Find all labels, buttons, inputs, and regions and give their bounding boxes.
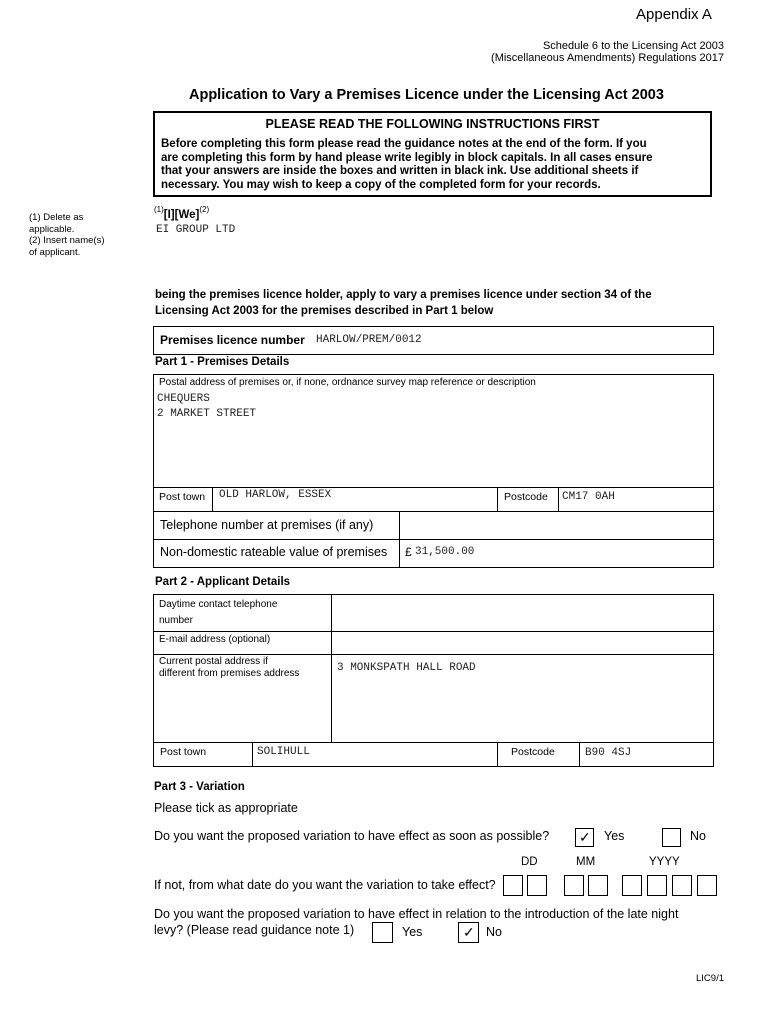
q3-yes-checkbox[interactable] [372,922,393,943]
q1-no-checkbox[interactable] [662,828,681,847]
no-label: No [486,925,502,939]
divider [252,742,253,767]
part1-heading: Part 1 - Premises Details [155,356,290,368]
currency-symbol: £ [405,545,412,559]
divider [331,595,332,742]
tick-mark: ✓ [579,829,591,845]
date-month-digit-1[interactable] [564,875,584,896]
intro-line: Licensing Act 2003 for the premises described in Part 1 below [155,304,494,317]
divider [212,487,213,511]
postcode-label: Postcode [504,491,548,503]
date-year-digit-1[interactable] [622,875,642,896]
divider [497,742,498,767]
part2-heading: Part 2 - Applicant Details [155,576,291,588]
premises-address-label: Postal address of premises or, if none, ordnance survey map reference or description [159,377,536,388]
current-address-label [159,656,299,680]
post-town-label: Post town [159,491,206,503]
address-line: CHEQUERS [157,393,210,405]
side-notes [29,212,105,258]
tick-instruction: Please tick as appropriate [154,801,298,815]
intro-line: being the premises licence holder, apply to vary a premises licence under section 34 of the [155,289,652,301]
premises-post-town-field[interactable]: OLD HARLOW, ESSEX [219,489,332,501]
post-town-label: Post town [160,746,207,758]
appendix-label: Appendix A [636,6,712,23]
instructions-box [153,111,712,197]
form-code: LIC9/1 [696,973,724,984]
yes-label: Yes [604,829,625,843]
no-label: No [690,829,706,843]
i-we-choice: [I][We] [163,209,200,221]
address-line: 2 MARKET STREET [157,408,257,420]
current-address-field[interactable]: 3 MONKSPATH HALL ROAD [337,662,476,674]
postcode-label: Postcode [511,746,555,758]
marker-2: (2) [199,205,210,214]
date-day-digit-2[interactable] [527,875,547,896]
premises-details-table [153,374,714,568]
instructions-line: necessary. You may wish to keep a copy of the completed form for your records. [161,178,601,191]
schedule-line-2: (Miscellaneous Amendments) Regulations 2017 [491,52,724,64]
licence-number-field[interactable]: HARLOW/PREM/0012 [316,334,422,346]
label-line: different from premises address [159,668,300,679]
date-year-digit-4[interactable] [697,875,717,896]
intro-text [155,288,652,319]
licence-number-box [153,326,714,355]
side-note: (2) Insert name(s) [29,235,105,246]
telephone-label: Telephone number at premises (if any) [160,518,374,532]
applicant-name[interactable]: EI GROUP LTD [156,224,236,236]
rateable-value-field[interactable]: 31,500.00 [415,546,475,558]
premises-postcode-field[interactable]: CM17 0AH [562,491,615,503]
instructions-line: Before completing this form please read the guidance notes at the end of the form. If you [161,138,647,150]
instructions-text [161,138,652,192]
side-note: applicable. [29,223,75,235]
divider [497,487,498,511]
q1-text: Do you want the proposed variation to have effect as soon as possible? [154,829,550,843]
applicant-choice-line [154,205,209,223]
marker-1: (1) [154,205,164,214]
daytime-phone-field[interactable] [338,603,698,619]
divider [154,654,713,655]
q3-no-checkbox[interactable] [458,922,479,943]
q1-yes-checkbox[interactable] [575,828,594,847]
applicant-post-town-field[interactable]: SOLIHULL [257,746,310,758]
day-label: DD [521,856,538,868]
page-title: Application to Vary a Premises Licence under the Licensing Act 2003 [189,87,664,103]
daytime-phone-label [159,597,277,628]
instructions-line: that your answers are inside the boxes and written in black ink. Use additional sheets if [161,165,639,177]
premises-telephone-field[interactable] [406,518,706,534]
date-month-digit-2[interactable] [588,875,608,896]
divider [558,487,559,511]
divider [154,511,713,512]
premises-address-field[interactable] [157,392,256,422]
divider [154,487,713,488]
tick-mark: ✓ [463,924,475,940]
instructions-heading: PLEASE READ THE FOLLOWING INSTRUCTIONS FIRST [265,117,600,131]
side-note: (1) Delete as [29,212,84,223]
q3-line: levy? (Please read guidance note 1) [154,923,355,937]
applicant-details-table [153,594,714,767]
label-line: Current postal address if [159,656,268,667]
divider [154,539,713,540]
q3-line: Do you want the proposed variation to have effect in relation to the introduction of the late night [154,907,679,921]
label-line: Daytime contact telephone [159,599,278,610]
date-year-digit-3[interactable] [672,875,692,896]
rateable-value-label: Non-domestic rateable value of premises [160,545,388,559]
divider [154,631,713,632]
email-field[interactable] [338,634,698,650]
q2-text: If not, from what date do you want the variation to take effect? [154,878,496,892]
date-day-digit-1[interactable] [503,875,523,896]
divider [154,742,713,743]
label-line: number [159,614,193,626]
email-label: E-mail address (optional) [159,634,271,645]
divider [579,742,580,767]
licence-number-label: Premises licence number [160,333,305,347]
part3-heading: Part 3 - Variation [154,781,245,793]
year-label: YYYY [649,856,680,868]
date-year-digit-2[interactable] [647,875,667,896]
schedule-line-1: Schedule 6 to the Licensing Act 2003 [542,40,724,52]
month-label: MM [576,856,596,868]
instructions-line: are completing this form by hand please write legibly in block capitals. In all cases ensure [161,151,653,164]
applicant-postcode-field[interactable]: B90 4SJ [585,747,632,759]
side-note: of applicant. [29,246,81,258]
yes-label: Yes [402,925,423,939]
